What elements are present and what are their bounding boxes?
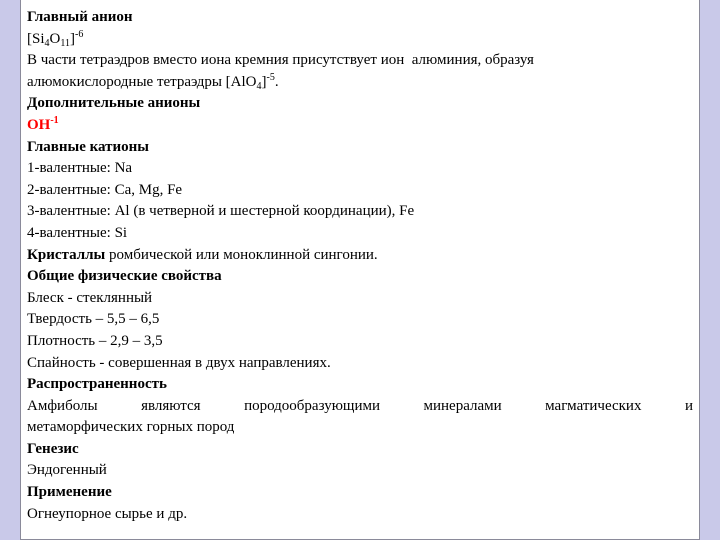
document-page: [20, 0, 700, 540]
cation-line-2: 2-валентные: Ca, Mg, Fe: [27, 181, 183, 198]
abundance-heading: Распространенность: [27, 376, 167, 393]
cleavage-line: Спайность - совершенная в двух направлениях.: [27, 354, 331, 371]
abundance-line2: метаморфических горных пород: [27, 419, 235, 436]
abundance-word: минералами: [423, 397, 502, 414]
density-line: Плотность – 2,9 – 3,5: [27, 332, 163, 349]
abundance-line1: [27, 396, 693, 418]
aluminium-sentence-line1: В части тетраэдров вместо иона кремния присутствует ион алюминия, образуя: [27, 52, 534, 69]
luster-line: Блеск - стеклянный: [27, 289, 153, 306]
crystals-line: Кристаллы ромбической или моноклинной сингонии.: [27, 246, 378, 263]
main-cations-heading: Главные катионы: [27, 138, 150, 155]
main-anion-heading: Главный анион: [27, 9, 133, 25]
cation-line-4: 4-валентные: Si: [27, 224, 128, 241]
main-anion-formula: $[Si_4O_{11}]^{-6}$: [27, 28, 84, 49]
hardness-line: Твердость – 5,5 – 6,5: [27, 311, 160, 328]
abundance-word: и: [684, 397, 693, 414]
application-value: Огнеупорное сырье и др.: [27, 505, 188, 522]
genesis-heading: Генезис: [27, 440, 79, 457]
additional-anion-formula: $OH^{-1}$: [27, 114, 59, 133]
physical-properties-heading: Общие физические свойства: [27, 268, 222, 285]
aluminium-sentence-line2: алюмокислородные тетраэдры $[AlO_4]^{-5}$.: [27, 71, 279, 92]
abundance-word: магматических: [545, 397, 642, 414]
additional-anions-heading: Дополнительные анионы: [27, 95, 201, 112]
genesis-value: Эндогенный: [27, 462, 107, 479]
cation-line-3: 3-валентные: Al (в четверной и шестерной координации), Fe: [27, 203, 415, 220]
abundance-word: Амфиболы: [27, 397, 98, 414]
cation-line-1: 1-валентные: Na: [27, 160, 133, 177]
abundance-word: породообразующими: [244, 397, 380, 414]
application-heading: Применение: [27, 484, 112, 501]
abundance-word: являются: [141, 397, 201, 414]
